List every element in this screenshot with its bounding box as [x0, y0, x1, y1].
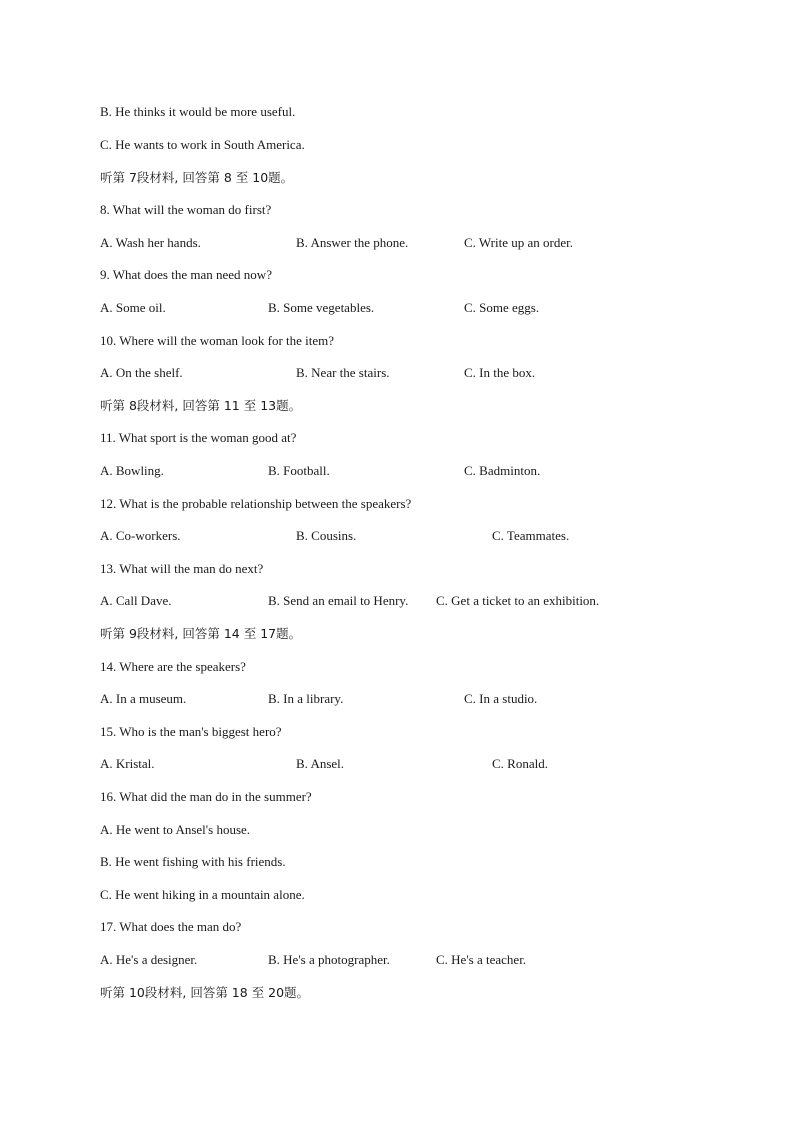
question-8: 8. What will the woman do first?	[100, 202, 272, 217]
option-12c: C. Teammates.	[492, 528, 570, 543]
question-11: 11. What sport is the woman good at?	[100, 430, 297, 445]
question-13: 13. What will the man do next?	[100, 561, 264, 576]
option-17a: A. He's a designer.	[100, 952, 198, 967]
question-15: 15. Who is the man's biggest hero?	[100, 724, 282, 739]
option-13b: B. Send an email to Henry.	[268, 593, 409, 608]
option-15a: A. Kristal.	[100, 756, 155, 771]
option-9c: C. Some eggs.	[464, 300, 540, 315]
section-8-instruction: 听第 8段材料, 回答第 11 至 13题。	[100, 398, 302, 413]
option-11c: C. Badminton.	[464, 463, 541, 478]
option-9a: A. Some oil.	[100, 300, 166, 315]
option-12a: A. Co-workers.	[100, 528, 181, 543]
option-8c: C. Write up an order.	[464, 235, 573, 250]
option-11b: B. Football.	[268, 463, 330, 478]
option-9b: B. Some vegetables.	[268, 300, 375, 315]
option-16b: B. He went fishing with his friends.	[100, 854, 286, 869]
question-12: 12. What is the probable relationship between the speakers?	[100, 496, 412, 511]
option-15c: C. Ronald.	[492, 756, 548, 771]
option-16c: C. He went hiking in a mountain alone.	[100, 887, 305, 902]
option-8a: A. Wash her hands.	[100, 235, 201, 250]
option-16a: A. He went to Ansel's house.	[100, 822, 251, 837]
option-12b: B. Cousins.	[296, 528, 357, 543]
option-14a: A. In a museum.	[100, 691, 187, 706]
option-17b: B. He's a photographer.	[268, 952, 390, 967]
option-10c: C. In the box.	[464, 365, 536, 380]
section-9-instruction: 听第 9段材料, 回答第 14 至 17题。	[100, 626, 302, 641]
section-7-instruction: 听第 7段材料, 回答第 8 至 10题。	[100, 170, 294, 185]
option-15b: B. Ansel.	[296, 756, 345, 771]
option-7b: B. He thinks it would be more useful.	[100, 104, 296, 119]
option-11a: A. Bowling.	[100, 463, 164, 478]
question-17: 17. What does the man do?	[100, 919, 242, 934]
option-13a: A. Call Dave.	[100, 593, 172, 608]
question-16: 16. What did the man do in the summer?	[100, 789, 312, 804]
option-10a: A. On the shelf.	[100, 365, 183, 380]
question-9: 9. What does the man need now?	[100, 267, 272, 282]
option-14c: C. In a studio.	[464, 691, 538, 706]
question-14: 14. Where are the speakers?	[100, 659, 246, 674]
option-13c: C. Get a ticket to an exhibition.	[436, 593, 600, 608]
question-10: 10. Where will the woman look for the item?	[100, 333, 335, 348]
section-10-instruction: 听第 10段材料, 回答第 18 至 20题。	[100, 985, 310, 1000]
option-10b: B. Near the stairs.	[296, 365, 390, 380]
option-7c: C. He wants to work in South America.	[100, 137, 305, 152]
option-8b: B. Answer the phone.	[296, 235, 409, 250]
option-14b: B. In a library.	[268, 691, 344, 706]
option-17c: C. He's a teacher.	[436, 952, 527, 967]
